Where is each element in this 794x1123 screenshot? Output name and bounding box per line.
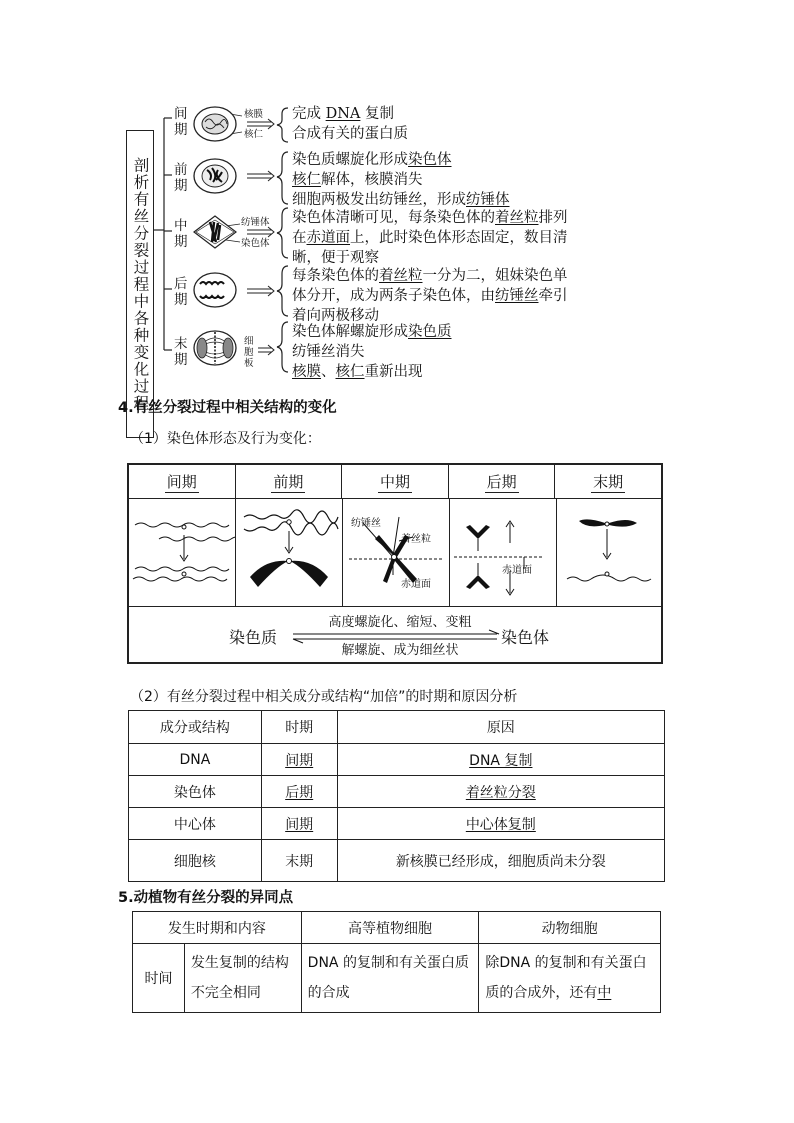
- desc-text: 上，此时染色体形态固定，数目清: [350, 230, 568, 246]
- plant-animal-table: [132, 911, 661, 1013]
- cell-anaphase-image: [192, 270, 238, 310]
- desc-text: 着向两极移动: [292, 308, 379, 324]
- phase-desc-line: [292, 322, 452, 342]
- cell-metaphase-image: [192, 212, 238, 252]
- phase-desc-line: [292, 228, 568, 248]
- desc-text: 合成有关的蛋白质: [292, 126, 408, 142]
- note-nuclear-membrane: 核膜: [244, 109, 264, 120]
- desc-text: 染色体清晰可见，每条染色体的: [292, 210, 495, 226]
- phase-label-prophase: 前期: [174, 162, 188, 194]
- doubling-row: [129, 808, 665, 840]
- desc-text: 解体，核膜消失: [321, 172, 423, 188]
- desc-text: 染色体解螺旋形成: [292, 324, 408, 340]
- doubling-item-cell: [129, 840, 262, 882]
- desc-text: 纺锤丝消失: [292, 344, 365, 360]
- cell-prophase-image: [192, 156, 238, 196]
- note-chromosome: 染色体: [241, 238, 270, 249]
- doubling-item-cell: [129, 744, 262, 776]
- pa-plant-cell: DNA 的复制和有关蛋白质的合成: [301, 944, 479, 1013]
- transform-left: 染色质: [229, 628, 278, 647]
- desc-keyword: 纺锤体: [466, 192, 510, 208]
- chromo-header-cell: [449, 465, 556, 498]
- reversible-arrow: [289, 629, 503, 645]
- phase-label-telophase: 末期: [174, 336, 188, 368]
- phase-desc-line: [292, 104, 394, 124]
- phase-desc-line: [292, 286, 568, 306]
- doubling-reason-cell: [337, 776, 664, 808]
- anaphase-chromosome-image: [450, 499, 556, 607]
- chromo-header-anaphase: 后期: [486, 472, 517, 491]
- doubling-item-cell-text: 染色体: [173, 784, 216, 801]
- chromo-header-prophase: 前期: [273, 472, 304, 491]
- doubling-reason-cell-text: 新核膜已经形成，细胞质尚未分裂: [395, 853, 606, 870]
- doubling-period-cell-text: 末期: [285, 853, 314, 870]
- desc-text: 体分开，成为两条子染色体，由: [292, 288, 495, 304]
- phase-desc-line: [292, 342, 365, 362]
- desc-text: 排列: [538, 210, 568, 226]
- desc-keyword: 染色体: [408, 152, 452, 168]
- desc-text: 一分为二，姐妹染色单: [422, 268, 568, 284]
- desc-keyword: 核仁: [335, 364, 365, 380]
- section4-sub2: （2）有丝分裂过程中相关成分或结构“加倍”的时期和原因分析: [130, 689, 518, 705]
- chromo-pic-telophase: [557, 499, 663, 606]
- doubling-item-cell-text: DNA: [179, 751, 211, 768]
- phase-desc-line: [292, 150, 452, 170]
- desc-keyword: 着丝粒: [379, 268, 423, 284]
- chromo-header-telophase: 末期: [593, 472, 624, 491]
- desc-text: 重新出现: [364, 364, 423, 380]
- doubling-period-cell: [261, 776, 337, 808]
- doubling-period-cell: [261, 744, 337, 776]
- doubling-reason-cell: [337, 808, 664, 840]
- note-nucleolus: 核仁: [244, 129, 264, 140]
- section5-title: 5.动植物有丝分裂的异同点: [118, 890, 294, 906]
- pa-content-cell: 发生复制的结构不完全相同: [184, 944, 301, 1013]
- desc-keyword: 染色质: [408, 324, 452, 340]
- section4-sub1: （1）染色体形态及行为变化：: [130, 431, 321, 447]
- desc-text: 完成: [292, 106, 326, 122]
- phase-desc-line: [292, 248, 379, 268]
- doubling-reason-cell-text: 着丝粒分裂: [465, 784, 536, 801]
- chromo-header-cell: [129, 465, 236, 498]
- desc-text: 细胞两极发出纺锤丝，形成: [292, 192, 466, 208]
- doubling-reason-cell: [337, 744, 664, 776]
- phase-label-interphase: 间期: [174, 106, 188, 138]
- note-spindle: 纺锤体: [241, 217, 270, 228]
- pa-header-plant: 高等植物细胞: [301, 912, 479, 944]
- desc-keyword: 核仁: [292, 172, 321, 188]
- chromo-pic-anaphase: [450, 499, 557, 606]
- prophase-chromosome-image: [236, 499, 342, 607]
- desc-keyword: 着丝粒: [495, 210, 539, 226]
- doubling-reason-cell-text: DNA 复制: [469, 752, 533, 769]
- desc-text: 每条染色体的: [292, 268, 379, 284]
- pa-animal-cell: [479, 944, 661, 1013]
- desc-keyword: 核膜: [292, 364, 321, 380]
- chromo-header-cell: [236, 465, 343, 498]
- cell-interphase-image: [192, 104, 238, 144]
- phase-desc-line: [292, 362, 423, 382]
- pa-animal-text: 除DNA 的复制和有关蛋白质的合成外，还有: [485, 955, 647, 1001]
- phase-desc-line: [292, 190, 510, 210]
- chromo-pictures: [129, 499, 661, 607]
- phase-label-anaphase: 后期: [174, 276, 188, 308]
- chromo-header-cell: [555, 465, 661, 498]
- telophase-chromosome-image: [557, 499, 663, 607]
- label-equator-anaphase: 赤道面: [502, 565, 532, 576]
- doubling-header-row: [129, 711, 665, 744]
- doubling-table-body: [129, 711, 665, 882]
- desc-text: 、: [321, 364, 336, 380]
- note-cell-plate: 细胞板: [244, 336, 254, 369]
- doubling-header-period: 时期: [261, 711, 337, 744]
- label-centromere: 着丝粒: [401, 534, 431, 545]
- pa-header-period: 发生时期和内容: [133, 912, 302, 944]
- transform-backward: 解螺旋、成为细丝状: [341, 643, 459, 658]
- doubling-header-item: 成分或结构: [129, 711, 262, 744]
- side-label: 剖析有丝分裂过程中各种变化过程: [131, 156, 150, 412]
- desc-keyword: DNA: [325, 106, 361, 122]
- doubling-reason-cell-text: 中心体复制: [465, 816, 536, 833]
- desc-text: 晰，便于观察: [292, 250, 379, 266]
- pa-animal-underlined: 中: [597, 985, 612, 1001]
- interphase-chromosome-image: [129, 499, 235, 607]
- section4-title: 4.有丝分裂过程中相关结构的变化: [118, 400, 337, 416]
- doubling-period-cell-text: 后期: [285, 784, 314, 801]
- desc-text: 牵引: [538, 288, 568, 304]
- transform-forward: 高度螺旋化、缩短、变粗: [328, 615, 472, 630]
- phase-desc-line: [292, 170, 423, 190]
- doubling-header-reason: 原因: [337, 711, 664, 744]
- doubling-item-cell-text: 中心体: [173, 816, 216, 833]
- chromo-pic-interphase: [129, 499, 236, 606]
- chromo-pic-prophase: [236, 499, 343, 606]
- chromosome-behavior-table: [127, 463, 663, 664]
- doubling-period-cell-text: 间期: [285, 752, 314, 769]
- doubling-period-cell: [261, 808, 337, 840]
- desc-keyword: 赤道面: [306, 230, 350, 246]
- doubling-period-cell: [261, 840, 337, 882]
- chromo-header-cell: [342, 465, 449, 498]
- chromo-headers: [129, 465, 661, 499]
- cell-telophase-image: [192, 328, 238, 368]
- label-equator-metaphase: 赤道面: [401, 579, 431, 590]
- phase-desc-line: [292, 208, 568, 228]
- pa-row: [133, 944, 661, 1013]
- desc-text: 染色质螺旋化形成: [292, 152, 408, 168]
- desc-keyword: 纺锤丝: [495, 288, 539, 304]
- chromo-header-metaphase: 中期: [379, 472, 410, 491]
- transform-right: 染色体: [501, 628, 550, 647]
- doubling-item-cell: [129, 776, 262, 808]
- doubling-item-cell: [129, 808, 262, 840]
- phase-desc-line: [292, 124, 408, 144]
- doubling-row: [129, 776, 665, 808]
- doubling-reason-cell: [337, 840, 664, 882]
- doubling-table: [128, 710, 665, 882]
- chromo-header-interphase: 间期: [166, 472, 197, 491]
- pa-time-cell: 时间: [133, 944, 185, 1013]
- label-spindle-fiber: 纺锤丝: [351, 518, 381, 529]
- doubling-item-cell-text: 细胞核: [173, 853, 216, 870]
- doubling-row: [129, 840, 665, 882]
- phase-desc-line: [292, 266, 568, 286]
- doubling-row: [129, 744, 665, 776]
- desc-text: 复制: [360, 106, 395, 122]
- pa-header-animal: 动物细胞: [479, 912, 661, 944]
- desc-text: 在: [292, 230, 307, 246]
- phase-label-metaphase: 中期: [174, 218, 188, 250]
- doubling-period-cell-text: 间期: [285, 816, 314, 833]
- pa-header-row: [133, 912, 661, 944]
